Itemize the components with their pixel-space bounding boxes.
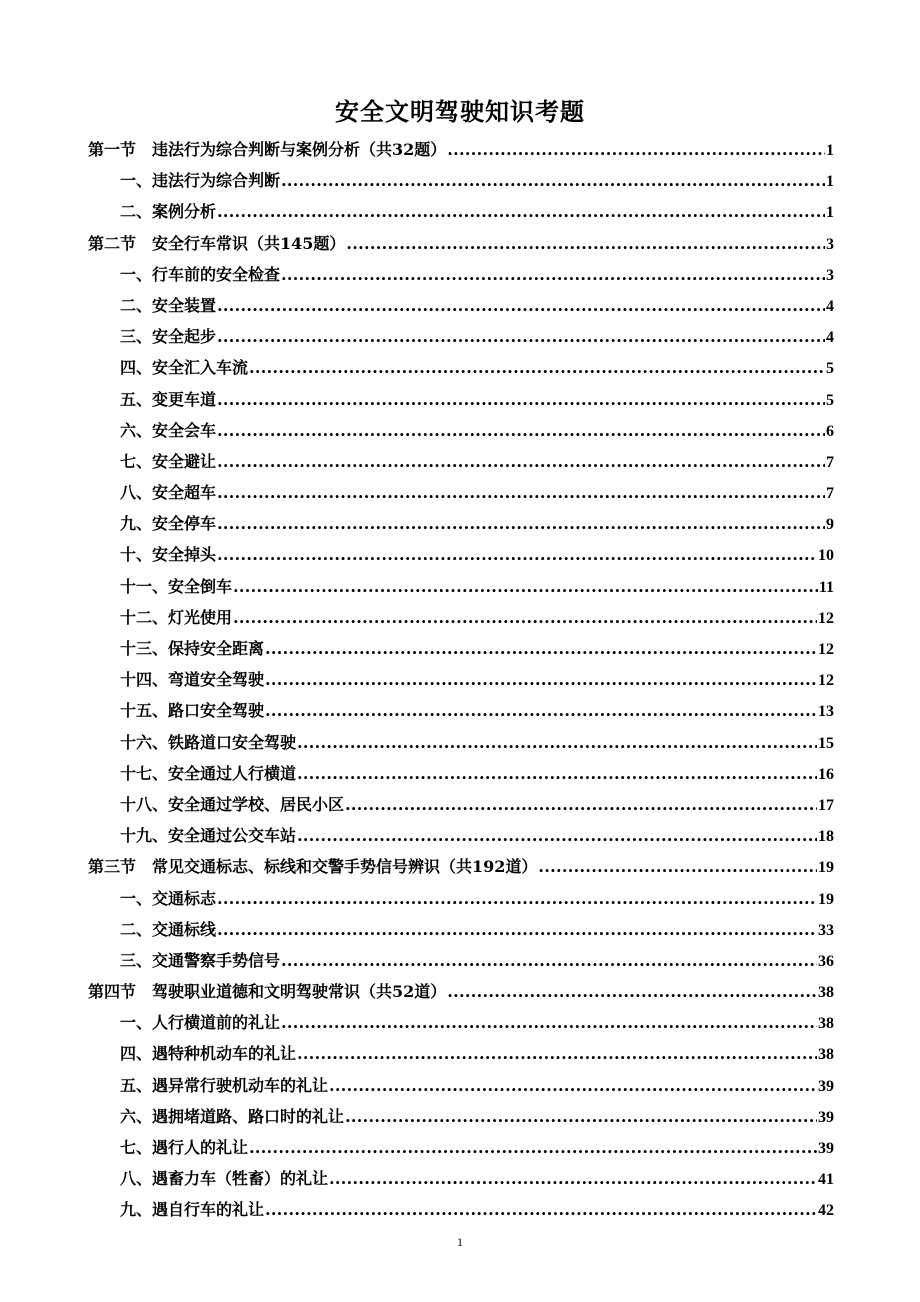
toc-entry-text: 十五、路口安全驾驶 bbox=[120, 701, 265, 721]
toc-page-number: 41 bbox=[818, 1171, 834, 1189]
toc-entry-label bbox=[120, 1010, 280, 1033]
toc-leader-dots bbox=[249, 1138, 817, 1157]
toc-section-number: 第四节 bbox=[88, 982, 137, 1002]
toc-leader-dots bbox=[265, 639, 817, 658]
toc-page-number: 4 bbox=[826, 297, 834, 315]
toc-entry-label bbox=[120, 948, 280, 971]
toc-entry-label bbox=[120, 511, 216, 534]
toc-subsection-entry[interactable] bbox=[88, 168, 834, 199]
toc-subsection-entry[interactable] bbox=[88, 480, 834, 511]
toc-subsection-entry[interactable] bbox=[88, 667, 834, 698]
toc-entry-text: 四、遇特种机动车的礼让 bbox=[120, 1044, 297, 1064]
toc-leader-dots bbox=[281, 1013, 817, 1032]
toc-subsection-entry[interactable] bbox=[88, 605, 834, 636]
toc-entry-text: 八、遇畜力车（牲畜）的礼让 bbox=[120, 1169, 329, 1189]
toc-page-number: 5 bbox=[826, 360, 834, 378]
toc-section-entry[interactable] bbox=[88, 231, 834, 262]
toc-entry-text: 十四、弯道安全驾驶 bbox=[120, 670, 265, 690]
toc-entry-text: 五、遇异常行驶机动车的礼让 bbox=[120, 1075, 329, 1095]
toc-leader-dots bbox=[265, 701, 817, 720]
toc-entry-label bbox=[120, 574, 232, 597]
toc-entry-label bbox=[120, 667, 264, 690]
toc-entry-label bbox=[120, 480, 216, 503]
toc-entry-text: 四、安全汇入车流 bbox=[120, 358, 249, 378]
toc-entry-text: 九、安全停车 bbox=[120, 514, 217, 534]
toc-entry-label bbox=[120, 730, 296, 753]
page-number: 1 bbox=[457, 1235, 463, 1249]
toc-entry-label bbox=[88, 231, 345, 254]
toc-leader-dots bbox=[538, 857, 817, 876]
toc-page-number: 39 bbox=[818, 1077, 834, 1095]
toc-entry-label bbox=[120, 1166, 328, 1189]
toc-page-number: 1 bbox=[826, 204, 834, 222]
toc-page-number: 4 bbox=[826, 329, 834, 347]
toc-leader-dots bbox=[447, 982, 817, 1001]
toc-page-number: 15 bbox=[818, 734, 834, 752]
toc-leader-dots bbox=[345, 795, 817, 814]
toc-page-number: 38 bbox=[818, 984, 834, 1002]
document-title: 安全文明驾驶知识考题 bbox=[335, 97, 585, 126]
toc-page-number: 5 bbox=[826, 391, 834, 409]
toc-entry-label bbox=[88, 854, 537, 877]
toc-entry-text: 一、人行横道前的礼让 bbox=[120, 1013, 281, 1033]
toc-subsection-entry[interactable] bbox=[88, 418, 834, 449]
toc-page-number: 9 bbox=[826, 516, 834, 534]
toc-leader-dots bbox=[217, 920, 817, 939]
toc-page-number: 36 bbox=[818, 952, 834, 970]
toc-entry-text: 十七、安全通过人行横道 bbox=[120, 763, 297, 783]
toc-entry-label bbox=[120, 823, 296, 846]
toc-subsection-entry[interactable] bbox=[88, 387, 834, 418]
toc-entry-label bbox=[88, 979, 446, 1002]
toc-entry-text: 二、案例分析 bbox=[120, 202, 217, 222]
toc-subsection-entry[interactable] bbox=[88, 1010, 834, 1041]
toc-entry-text: 九、遇自行车的礼让 bbox=[120, 1200, 265, 1220]
toc-subsection-entry[interactable] bbox=[88, 698, 834, 729]
toc-leader-dots bbox=[249, 358, 825, 377]
toc-leader-dots bbox=[329, 1169, 817, 1188]
toc-entry-text: 三、交通警察手势信号 bbox=[120, 950, 281, 970]
toc-leader-dots bbox=[217, 514, 825, 533]
toc-entry-label bbox=[120, 761, 296, 784]
toc-entry-label bbox=[120, 1135, 248, 1158]
toc-leader-dots bbox=[297, 826, 817, 845]
toc-subsection-entry[interactable] bbox=[88, 1135, 834, 1166]
toc-entry-text: 十八、安全通过学校、居民小区 bbox=[120, 794, 345, 814]
toc-page-number: 39 bbox=[818, 1108, 834, 1126]
toc-subsection-entry[interactable] bbox=[88, 293, 834, 324]
toc-subsection-entry[interactable] bbox=[88, 262, 834, 293]
toc-leader-dots bbox=[217, 390, 825, 409]
toc-entry-label bbox=[120, 886, 216, 909]
toc-page-number: 7 bbox=[826, 485, 834, 503]
toc-entry-label bbox=[120, 542, 216, 565]
toc-entry-text: 十一、安全倒车 bbox=[120, 576, 233, 596]
toc-entry-label bbox=[88, 137, 446, 160]
toc-entry-text: 十三、保持安全距离 bbox=[120, 639, 265, 658]
toc-page-number: 19 bbox=[818, 859, 834, 877]
toc-leader-dots bbox=[217, 327, 825, 346]
toc-section-number: 第三节 bbox=[88, 857, 137, 877]
toc-subsection-entry[interactable] bbox=[88, 1073, 834, 1104]
toc-page-number: 13 bbox=[818, 703, 834, 721]
toc-entry-text: 驾驶职业道德和文明驾驶常识（共52道） bbox=[152, 982, 447, 1002]
toc-leader-dots bbox=[233, 577, 818, 596]
toc-subsection-entry[interactable] bbox=[88, 574, 834, 605]
toc-leader-dots bbox=[233, 608, 817, 627]
toc-page-number: 42 bbox=[818, 1202, 834, 1220]
toc-entry-label bbox=[120, 168, 280, 191]
toc-page-number: 10 bbox=[818, 547, 834, 565]
toc-subsection-entry[interactable] bbox=[88, 636, 834, 667]
toc-entry-text: 二、交通标线 bbox=[120, 919, 217, 939]
toc-entry-label bbox=[120, 1073, 328, 1096]
toc-entry-text: 六、安全会车 bbox=[120, 420, 217, 440]
toc-subsection-entry[interactable] bbox=[88, 823, 834, 854]
toc-page-number: 1 bbox=[826, 142, 834, 159]
toc-entry-text: 七、安全避让 bbox=[120, 451, 217, 471]
toc-subsection-entry[interactable] bbox=[88, 324, 834, 355]
toc-page-number: 6 bbox=[826, 422, 834, 440]
toc-page-number: 11 bbox=[818, 578, 834, 596]
toc-leader-dots bbox=[217, 452, 825, 471]
toc-page-number: 7 bbox=[826, 453, 834, 471]
toc-page-number: 18 bbox=[818, 828, 834, 846]
toc-page-number: 33 bbox=[818, 921, 834, 939]
toc-subsection-entry[interactable] bbox=[88, 449, 834, 480]
toc-entry-text: 五、变更车道 bbox=[120, 389, 217, 409]
toc-section-entry[interactable] bbox=[88, 854, 834, 885]
toc-entry-label bbox=[120, 199, 216, 222]
toc-subsection-entry[interactable] bbox=[88, 1104, 834, 1135]
toc-subsection-entry[interactable] bbox=[88, 948, 834, 979]
toc-entry-text: 七、遇行人的礼让 bbox=[120, 1138, 249, 1157]
toc-subsection-entry[interactable] bbox=[88, 792, 834, 823]
toc-entry-text: 安全行车常识（共145题） bbox=[152, 233, 346, 253]
toc-page-number: 3 bbox=[826, 266, 834, 284]
toc-entry-label bbox=[120, 698, 264, 721]
toc-entry-text: 十九、安全通过公交车站 bbox=[120, 826, 297, 846]
toc-page-number: 19 bbox=[818, 890, 834, 908]
toc-entry-text: 十二、灯光使用 bbox=[120, 607, 233, 627]
toc-entry-text: 常见交通标志、标线和交警手势信号辨识（共192道） bbox=[152, 857, 538, 877]
toc-leader-dots bbox=[281, 265, 825, 284]
toc-page-number: 17 bbox=[818, 796, 834, 814]
toc-leader-dots bbox=[281, 171, 825, 190]
toc-subsection-entry[interactable] bbox=[88, 730, 834, 761]
toc-entry-text: 一、违法行为综合判断 bbox=[120, 171, 281, 191]
toc-subsection-entry[interactable] bbox=[88, 355, 834, 386]
toc-page-number: 38 bbox=[818, 1015, 834, 1033]
toc-leader-dots bbox=[217, 202, 825, 221]
toc-entry-label bbox=[120, 293, 216, 316]
toc-entry-text: 二、安全装置 bbox=[120, 295, 217, 315]
toc-leader-dots bbox=[297, 733, 817, 752]
toc-entry-text: 八、安全超车 bbox=[120, 483, 217, 503]
toc-entry-label bbox=[120, 636, 264, 659]
toc-subsection-entry[interactable] bbox=[88, 761, 834, 792]
toc-entry-text: 一、行车前的安全检查 bbox=[120, 264, 281, 284]
toc-page-number: 39 bbox=[818, 1140, 834, 1157]
toc-leader-dots bbox=[447, 140, 825, 159]
toc-page-number: 1 bbox=[826, 173, 834, 191]
toc-subsection-entry[interactable] bbox=[88, 1166, 834, 1197]
toc-subsection-entry[interactable] bbox=[88, 917, 834, 948]
toc-entry-label bbox=[120, 449, 216, 472]
toc-entry-label bbox=[120, 418, 216, 441]
toc-leader-dots bbox=[345, 1107, 817, 1126]
toc-leader-dots bbox=[217, 296, 825, 315]
toc-entry-label bbox=[120, 605, 232, 628]
toc-entry-label bbox=[120, 355, 248, 378]
toc-leader-dots bbox=[297, 1044, 817, 1063]
toc-entry-label bbox=[120, 1104, 344, 1127]
toc-leader-dots bbox=[217, 545, 817, 564]
toc-subsection-entry[interactable] bbox=[88, 199, 834, 230]
toc-entry-text: 违法行为综合判断与案例分析（共32题） bbox=[152, 140, 447, 159]
toc-entry-text: 三、安全起步 bbox=[120, 327, 217, 347]
toc-leader-dots bbox=[265, 1200, 817, 1219]
toc-page-number: 12 bbox=[818, 609, 834, 627]
toc-subsection-entry[interactable] bbox=[88, 1197, 834, 1228]
toc-entry-label bbox=[120, 324, 216, 347]
toc-leader-dots bbox=[281, 951, 817, 970]
toc-subsection-entry[interactable] bbox=[88, 542, 834, 573]
toc-page-number: 12 bbox=[818, 672, 834, 690]
toc-entry-text: 十、安全掉头 bbox=[120, 545, 217, 565]
toc-entry-label bbox=[120, 262, 280, 285]
toc-leader-dots bbox=[346, 234, 825, 253]
toc-entry-text: 十六、铁路道口安全驾驶 bbox=[120, 732, 297, 752]
toc-entry-label bbox=[120, 917, 216, 940]
toc-subsection-entry[interactable] bbox=[88, 886, 834, 917]
toc-entry-label bbox=[120, 1041, 296, 1064]
toc-section-entry[interactable] bbox=[88, 137, 834, 168]
toc-page-number: 38 bbox=[818, 1046, 834, 1064]
toc-entry-label bbox=[120, 1197, 264, 1220]
toc-entry-text: 六、遇拥堵道路、路口时的礼让 bbox=[120, 1106, 345, 1126]
toc-entry-label bbox=[120, 792, 344, 815]
toc-section-number: 第一节 bbox=[88, 140, 137, 159]
toc-leader-dots bbox=[217, 483, 825, 502]
toc-entry-label bbox=[120, 387, 216, 410]
toc-leader-dots bbox=[217, 421, 825, 440]
toc-page-number: 12 bbox=[818, 641, 834, 658]
toc-section-number: 第二节 bbox=[88, 233, 137, 253]
toc-section-entry[interactable] bbox=[88, 979, 834, 1010]
toc-leader-dots bbox=[329, 1076, 817, 1095]
toc-leader-dots bbox=[265, 670, 817, 689]
toc-leader-dots bbox=[217, 889, 817, 908]
toc-page-number: 3 bbox=[826, 235, 834, 253]
toc-subsection-entry[interactable] bbox=[88, 1041, 834, 1072]
toc-entry-text: 一、交通标志 bbox=[120, 888, 217, 908]
toc-leader-dots bbox=[297, 764, 817, 783]
toc-page-number: 16 bbox=[818, 765, 834, 783]
toc-subsection-entry[interactable] bbox=[88, 511, 834, 542]
table-of-contents bbox=[88, 137, 834, 1229]
